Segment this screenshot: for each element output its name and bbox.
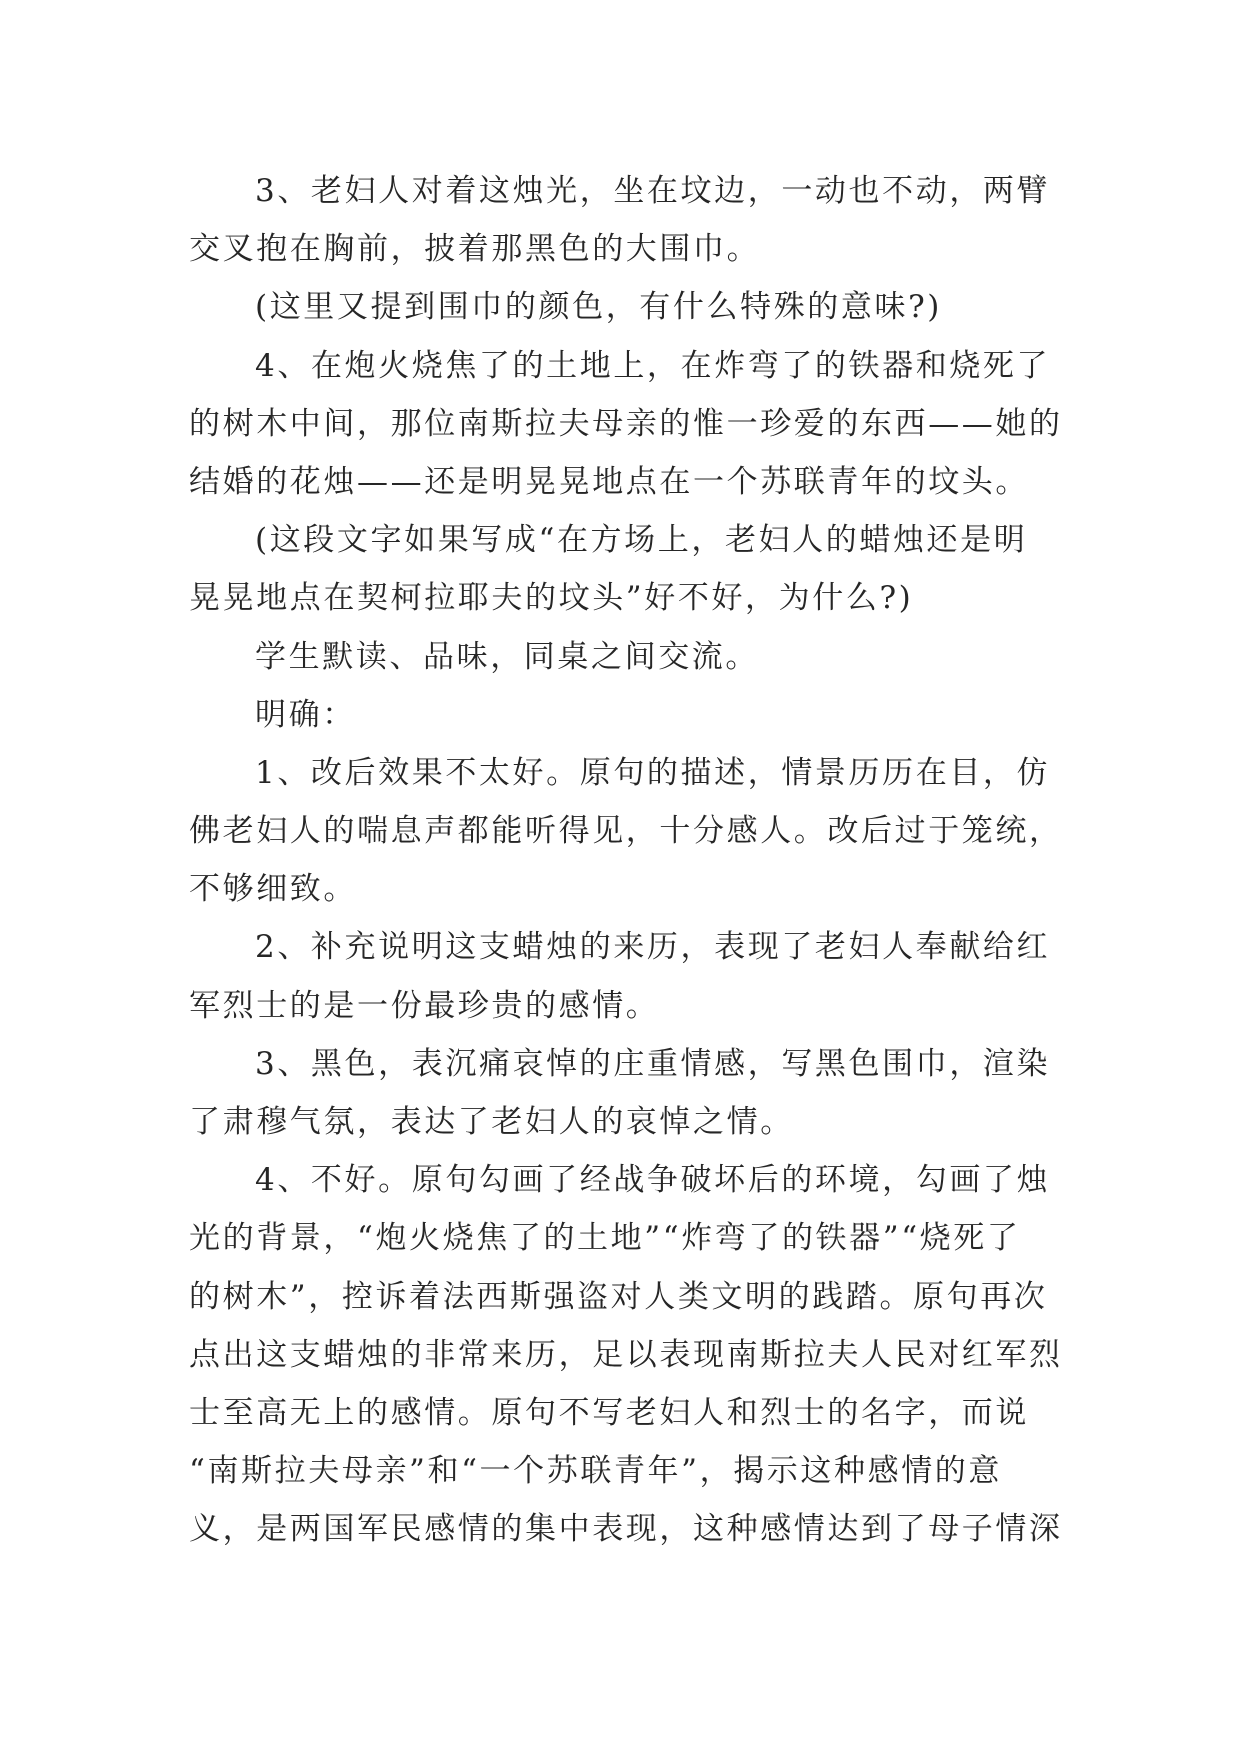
text-line: 结婚的花烛——还是明晃晃地点在一个苏联青年的坟头。: [189, 463, 1029, 500]
text-line: 义，是两国军民感情的集中表现，这种感情达到了母子情深: [189, 1511, 1063, 1548]
text-line: 明确：: [255, 696, 356, 733]
text-line: 不够细致。: [189, 871, 357, 908]
text-line: 点出这支蜡烛的非常来历，足以表现南斯拉夫人民对红军烈: [189, 1336, 1063, 1373]
text-line: (这里又提到围巾的颜色，有什么特殊的意味?): [255, 289, 943, 326]
text-line: (这段文字如果写成“在方场上，老妇人的蜡烛还是明: [255, 522, 1028, 559]
text-line: 士至高无上的感情。原句不写老妇人和烈士的名字，而说: [189, 1394, 1029, 1431]
text-line: 学生默读、品味，同桌之间交流。: [255, 638, 759, 675]
text-line: 光的背景，“炮火烧焦了的土地”“炸弯了的铁器”“烧死了: [189, 1220, 1021, 1257]
text-line: 4、不好。原句勾画了经战争破坏后的环境，勾画了烛: [255, 1162, 1051, 1199]
text-line: 2、补充说明这支蜡烛的来历，表现了老妇人奉献给红: [255, 929, 1051, 966]
text-line: 的树木”，控诉着法西斯强盗对人类文明的践踏。原句再次: [189, 1278, 1048, 1315]
text-line: “南斯拉夫母亲”和“一个苏联青年”，揭示这种感情的意: [189, 1453, 1002, 1490]
text-line: 交叉抱在胸前，披着那黑色的大围巾。: [189, 231, 761, 268]
text-line: 的树木中间，那位南斯拉夫母亲的惟一珍爱的东西——她的: [189, 405, 1063, 442]
text-line: 1、改后效果不太好。原句的描述，情景历历在目，仿: [255, 754, 1051, 791]
document-body: [189, 162, 1063, 1559]
text-line: 了肃穆气氛，表达了老妇人的哀悼之情。: [189, 1104, 794, 1140]
text-line: 3、黑色，表沉痛哀悼的庄重情感，写黑色围巾，渲染: [255, 1045, 1051, 1082]
text-line: 军烈士的是一份最珍贵的感情。: [189, 987, 660, 1024]
text-line: 3、老妇人对着这烛光，坐在坟边，一动也不动，两臂: [255, 173, 1051, 209]
text-line: 4、在炮火烧焦了的土地上，在炸弯了的铁器和烧死了: [255, 347, 1051, 384]
text-line: 晃晃地点在契柯拉耶夫的坟头”好不好，为什么?): [189, 580, 914, 617]
text-line: 佛老妇人的喘息声都能听得见，十分感人。改后过于笼统，: [189, 813, 1063, 850]
